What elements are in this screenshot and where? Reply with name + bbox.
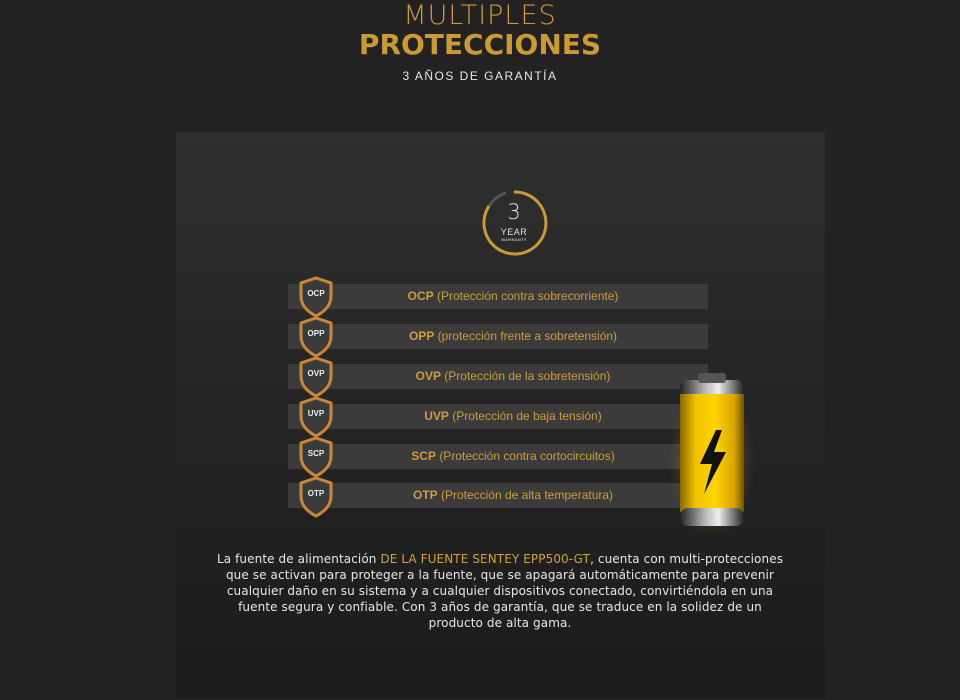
protection-desc: (Protección contra cortocircuitos) <box>439 449 615 463</box>
shield-icon <box>298 436 334 478</box>
shield-label: UVP <box>307 409 325 418</box>
protection-desc: (Protección de la sobretensión) <box>444 369 611 383</box>
protection-code: UVP <box>424 409 449 423</box>
protection-desc: (protección frente a sobretensión) <box>437 329 618 343</box>
protection-code: OVP <box>415 369 441 383</box>
shield-label: OTP <box>307 489 325 498</box>
badge-number: 3 <box>507 200 521 224</box>
shield-icon <box>298 396 334 438</box>
shield-label: SCP <box>307 449 325 458</box>
protection-code: OTP <box>412 488 438 502</box>
protection-code: SCP <box>411 449 436 463</box>
description <box>210 551 790 631</box>
title-line1: MULTIPLES <box>403 0 557 31</box>
shield-label: OCP <box>307 289 325 298</box>
protection-row-ovp <box>288 364 708 389</box>
protection-row-ocp <box>288 284 708 309</box>
protection-desc: (Protección contra sobrecorriente) <box>436 289 619 303</box>
shield-icon <box>298 356 334 398</box>
description-highlight: DE LA FUENTE SENTEY EPP500-GT <box>380 552 591 566</box>
description-part2: , cuenta con multi-protecciones que se activan para proteger a la fuente, que se apagará automáticamente para prevenir cualquier daño en su sistema y a cualquier dispositivos conectado, convirtiéndola en una fuente segura y confiable. Con 3 años de garantía, que se traduce en la solidez de un producto de alta gama. <box>225 552 784 630</box>
protection-row-scp <box>288 444 708 469</box>
shield-icon <box>298 276 334 318</box>
protection-row-opp <box>288 324 708 349</box>
title-line2: PROTECCIONES <box>358 28 602 61</box>
protection-row-otp <box>288 483 708 508</box>
badge-year: YEAR <box>500 227 528 237</box>
protection-desc: (Protección de alta temperatura) <box>440 488 614 502</box>
warranty-badge-icon <box>480 189 548 257</box>
subtitle: 3 AÑOS DE GARANTÍA <box>402 69 558 83</box>
shield-icon <box>298 476 334 518</box>
shield-label: OVP <box>307 369 325 378</box>
description-part1: La fuente de alimentación <box>216 552 381 566</box>
protection-desc: (Protección de baja tensión) <box>452 409 602 423</box>
protection-row-uvp <box>288 404 708 429</box>
shield-icon <box>298 316 334 358</box>
badge-warranty: WARRANTY <box>501 237 527 242</box>
protection-code: OCP <box>407 289 434 303</box>
protection-code: OPP <box>408 329 435 343</box>
shield-label: OPP <box>307 329 325 338</box>
battery-icon <box>668 368 756 536</box>
